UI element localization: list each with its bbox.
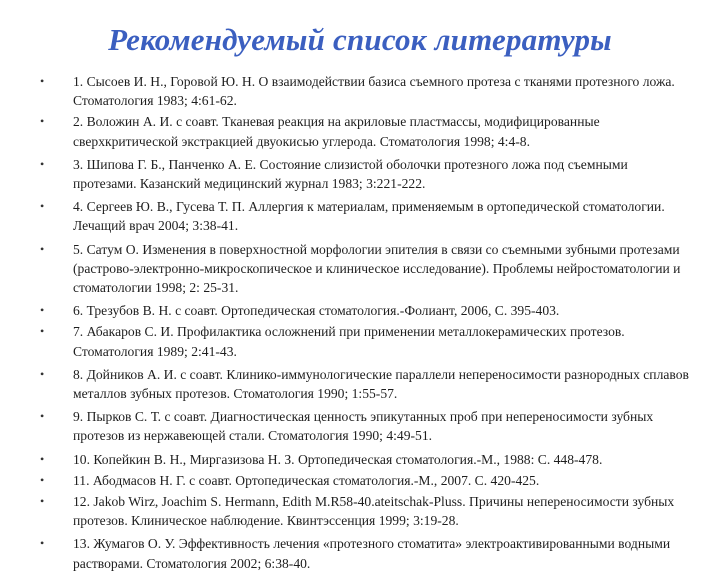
reference-text: 8. Дойников А. И. с соавт. Клинико-иммунологические параллели непереносимости разнородных сплавов металлов зубных протезов. Стоматология 1990; 1:55-57. xyxy=(73,366,689,402)
bullet-icon: • xyxy=(40,366,45,381)
bullet-icon: • xyxy=(40,303,45,318)
reference-item xyxy=(40,471,690,490)
reference-text: 2. Воложин А. И. с соавт. Тканевая реакция на акриловые пластмассы, модифицированные сверхкритической экстракцией двуокисью углерода. Стоматология 1998; 4:4-8. xyxy=(73,114,600,149)
reference-text: 6. Трезубов В. Н. с соавт. Ортопедическая стоматология.-Фолиант, 2006, С. 395-403. xyxy=(73,303,560,319)
reference-text: 3. Шипова Г. Б., Панченко А. Е. Состояние слизистой оболочки протезного ложа под съемными протезами. Казанский медицинский журнал 1983; 3:221-222. xyxy=(73,156,628,192)
reference-item xyxy=(40,407,690,445)
bullet-icon: • xyxy=(40,409,45,424)
reference-list xyxy=(40,72,690,573)
reference-item xyxy=(40,365,690,403)
reference-item xyxy=(40,450,690,469)
reference-text: 1. Сысоев И. Н., Горовой Ю. Н. О взаимодействии базиса съемного протеза с тканями протезного ложа. Стоматология 1983; 4:61-62. xyxy=(73,74,675,109)
bullet-icon: • xyxy=(40,156,45,171)
bullet-icon: • xyxy=(40,74,45,88)
bullet-icon: • xyxy=(40,324,45,339)
reference-item xyxy=(40,534,690,572)
reference-text: 7. Абакаров С. И. Профилактика осложнений при применении металлокерамических протезов. Стоматология 1989; 2:41-43. xyxy=(73,324,625,359)
reference-item xyxy=(40,112,690,150)
reference-item xyxy=(40,155,690,193)
slide-title: Рекомендуемый список литературы xyxy=(108,22,612,57)
reference-item xyxy=(40,301,690,320)
reference-item xyxy=(40,72,690,110)
reference-text: 12. Jakob Wirz, Joachim S. Hermann, Edith M.R58-40.ateitschak-Pluss. Причины непереносимости зубных протезов. Клиническое наблюдение. Квинтэссенция 1999; 3:19-28. xyxy=(73,494,675,529)
reference-item xyxy=(40,322,690,360)
reference-text: 13. Жумагов О. У. Эффективность лечения «протезного стоматита» электроактивированными водными растворами. Стоматология 2002; 6:38-40. xyxy=(73,536,671,571)
bullet-icon: • xyxy=(40,536,45,551)
reference-text: 5. Сатум О. Изменения в поверхностной морфологии эпителия в связи со съемными зубными протезами (растрово-электронно-микроскопическое и клиническое исследование). Проблемы нейростоматологии и стоматологии 1998; 2: 25-31. xyxy=(73,241,681,296)
reference-item xyxy=(40,492,690,530)
bullet-icon: • xyxy=(40,451,45,466)
reference-text: 9. Пырков С. Т. с соавт. Диагностическая ценность эпикутанных проб при непереносимости зубных протезов из нержавеющей стали. Стоматология 1990; 4:49-51. xyxy=(73,409,654,444)
bullet-icon: • xyxy=(40,199,45,214)
reference-item xyxy=(40,240,690,298)
bullet-icon: • xyxy=(40,241,45,256)
reference-text: 10. Копейкин В. Н., Миргазизова Н. З. Ортопедическая стоматология.-М., 1988: С. 448-478. xyxy=(73,451,603,467)
bullet-icon: • xyxy=(40,494,45,509)
bullet-icon: • xyxy=(40,472,45,487)
reference-text: 11. Абодмасов Н. Г. с соавт. Ортопедическая стоматология.-М., 2007. С. 420-425. xyxy=(73,472,540,488)
reference-item xyxy=(40,197,690,235)
reference-text: 4. Сергеев Ю. В., Гусева Т. П. Аллергия к материалам, применяемым в ортопедической стоматологии. Лечащий врач 2004; 3:38-41. xyxy=(73,199,665,234)
bullet-icon: • xyxy=(40,114,45,129)
